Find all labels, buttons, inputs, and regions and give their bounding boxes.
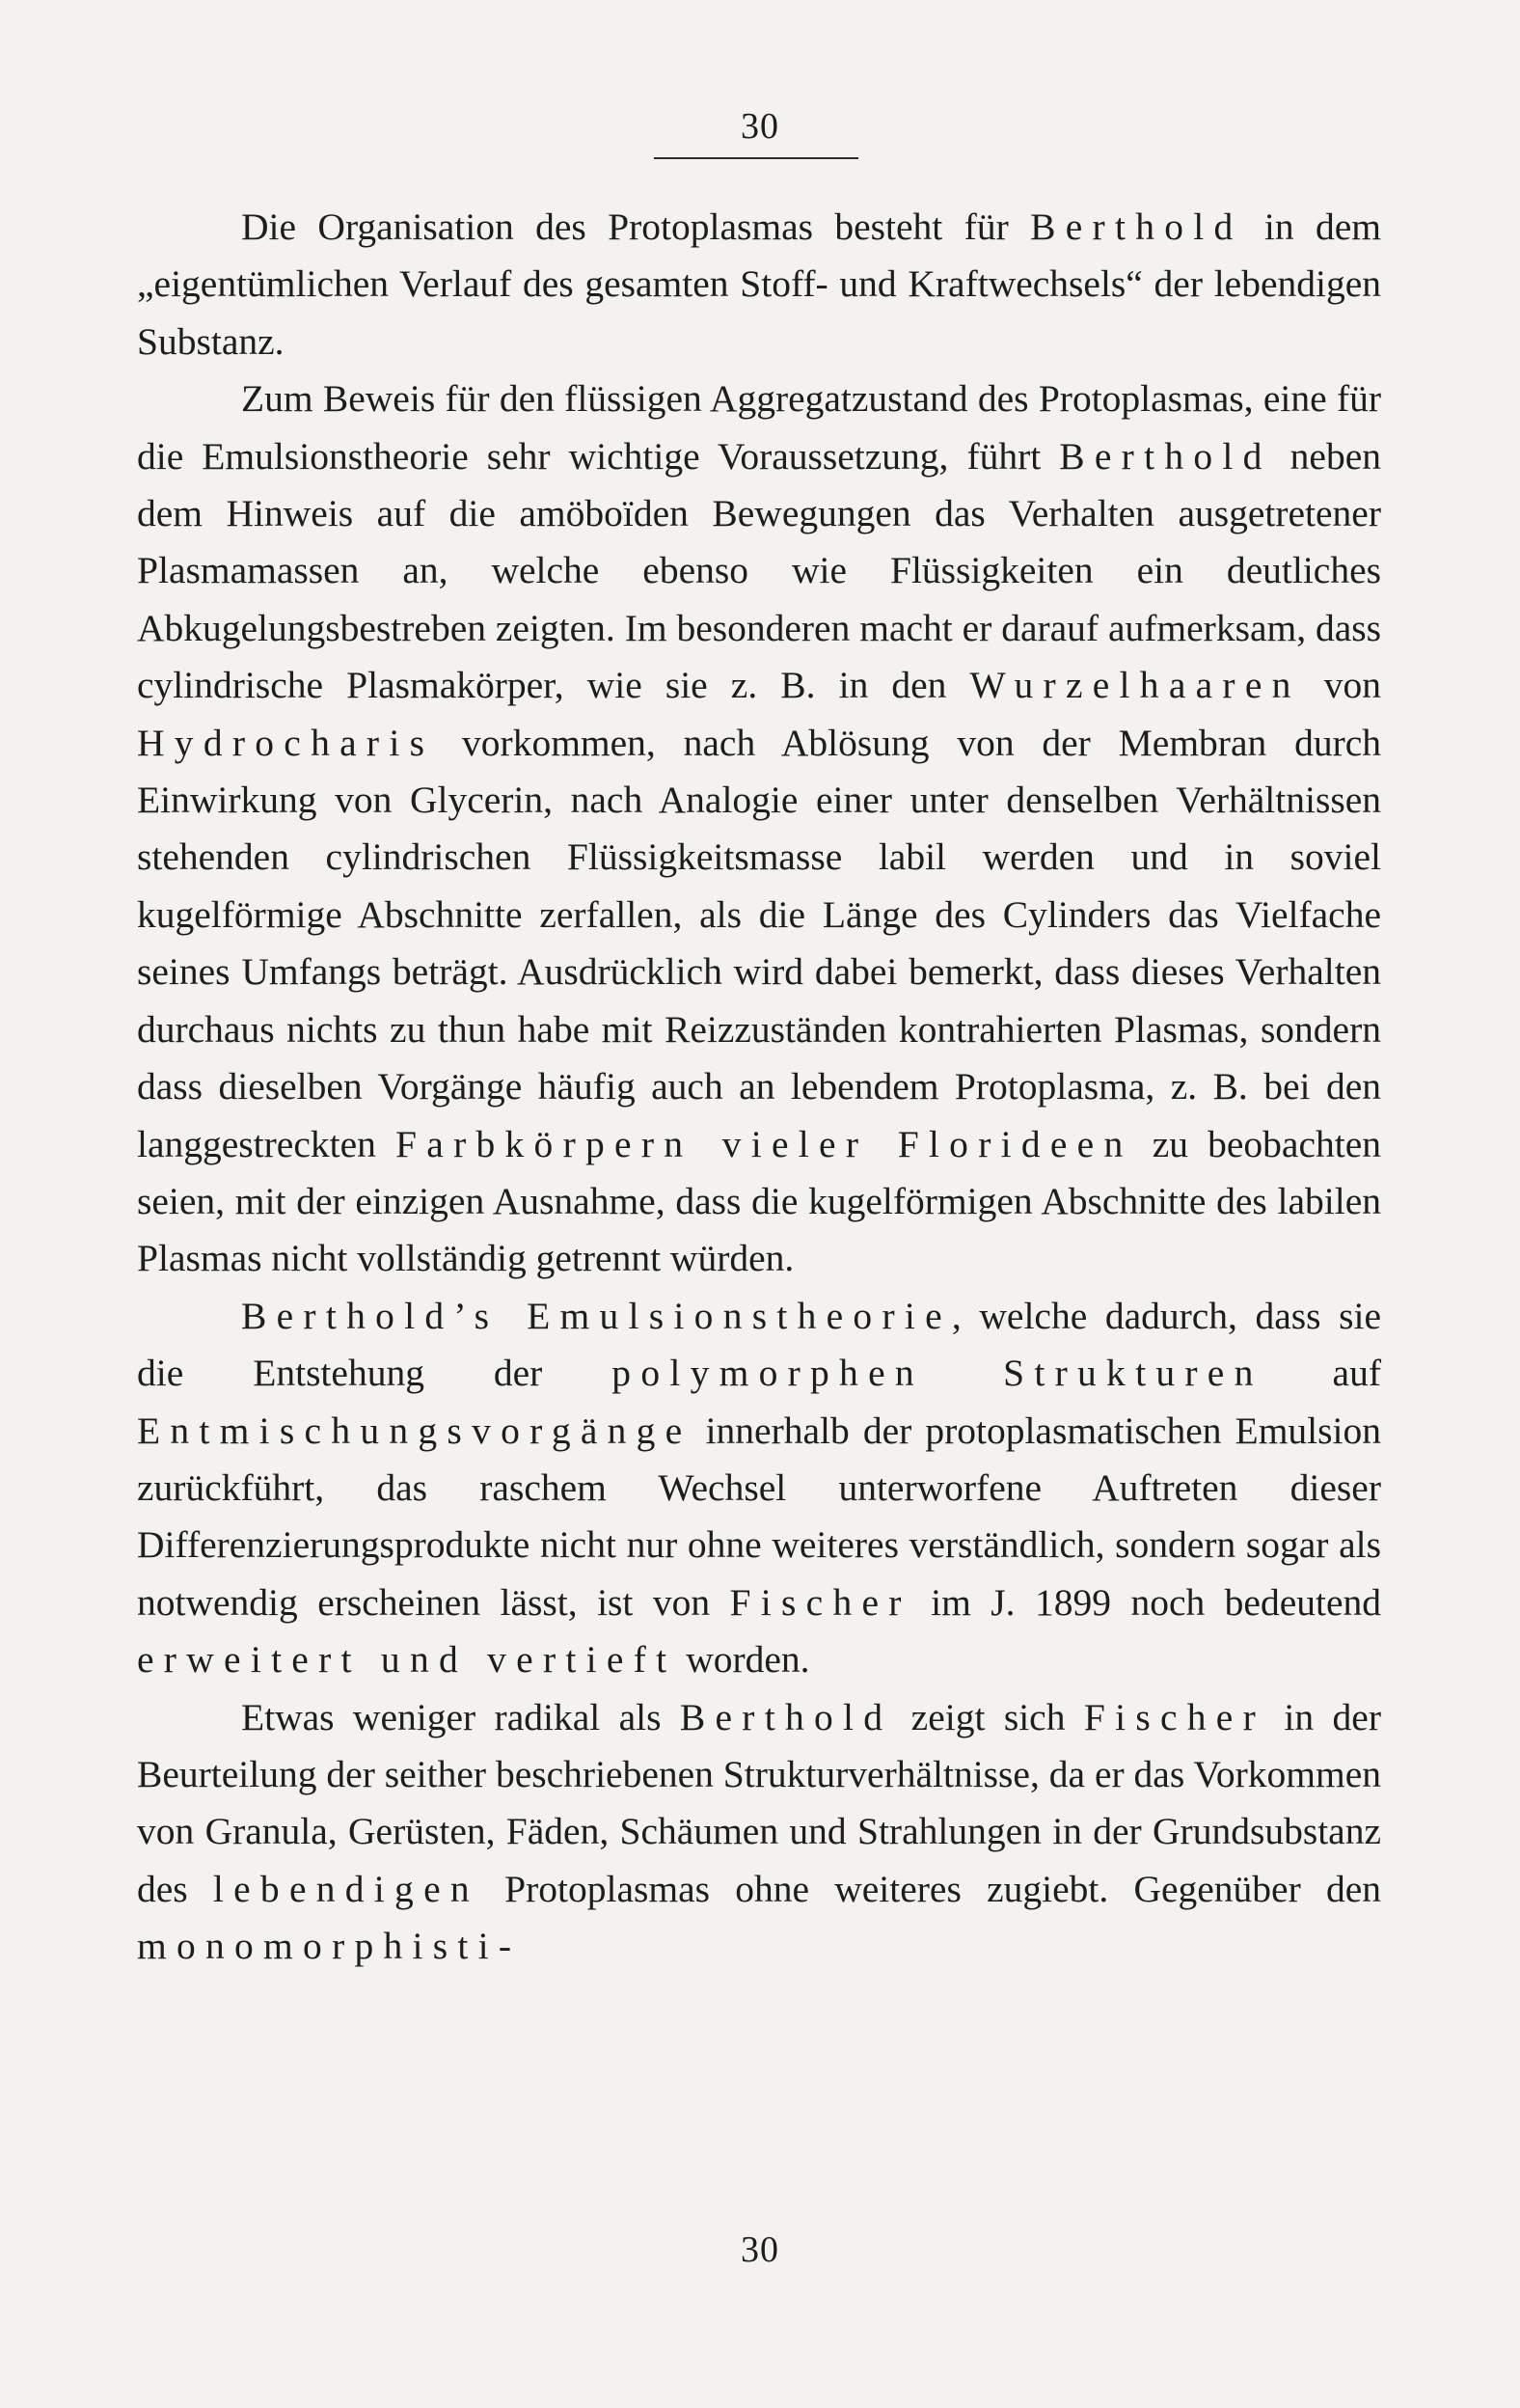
spaced-name: Fischer — [1083, 1695, 1266, 1738]
text-segment: Zum Beweis für den flüssigen Aggregatzustand des Protoplasmas, eine für die Emulsionstheorie sehr wichtige Voraussetzung, führt — [137, 377, 1381, 478]
text-segment: vorkommen, nach Ablösung von der Membran durch Einwirkung von Glycerin, nach Analogie einer unter denselben Verhältnissen stehenden cylindrischen Flüssigkeitsmasse labil werden und in soviel kugelförmige Abschnitte zerfallen, als die Länge des Cylinders das Vielfache seines Umfangs beträgt. Ausdrücklich wird dabei bemerkt, dass dieses Verhalten durchaus nichts zu thun habe mit Reizzuständen kontrahierten Plasmas, sondern dass dieselben Vorgänge häufig auch an lebendem Protoplasma, z. B. bei den langgestreckten — [137, 721, 1381, 1165]
spaced-term: Berthold’s Emulsionstheorie — [241, 1294, 952, 1337]
spaced-name: Berthold — [1030, 205, 1243, 248]
paragraph — [137, 199, 1381, 370]
text-segment: zeigt sich — [892, 1695, 1084, 1738]
text-segment: auf — [1262, 1352, 1381, 1395]
paragraph — [137, 1689, 1381, 1976]
text-segment: Etwas weniger radikal als — [241, 1695, 680, 1738]
page-number-bottom: 30 — [741, 2230, 779, 2270]
text-segment: Protoplasmas ohne weiteres zugiebt. Gegenüber den — [478, 1867, 1381, 1910]
text-segment: in dem „eigentümlichen Verlauf des gesamten Stoff- und Kraftwechsels“ der lebendigen Substanz. — [137, 205, 1381, 363]
text-segment: von — [1300, 664, 1382, 707]
page-number-top: 30 — [741, 106, 779, 147]
body-text — [137, 199, 1381, 1976]
spaced-term: Hydrocharis — [137, 721, 435, 764]
paragraph — [137, 370, 1381, 1288]
text-segment: worden. — [676, 1638, 810, 1682]
text-segment: im J. 1899 noch bedeutend — [910, 1580, 1381, 1624]
text-segment: , welche dadurch, dass sie die Entstehung der — [137, 1294, 1382, 1395]
text-segment: neben dem Hinweis auf die amöboïden Bewegungen das Verhalten ausgetretener Plasmamassen an, welche ebenso wie Flüssigkeiten ein deutliches Abkugelungsbestreben zeigten. Im besonderen macht er darauf aufmerksam, dass cylindrische Plasmakörper, wie sie z. B. in den — [137, 434, 1381, 707]
text-segment: Die Organisation des Protoplasmas besteht für — [241, 205, 1031, 248]
text-segment: innerhalb der protoplasmatischen Emulsion zurückführt, das raschem Wechsel unterworfene Auftreten dieser Differenzierungsprodukte nicht nur ohne weiteres verständlich, sondern sogar als notwendig erscheinen lässt, ist von — [137, 1409, 1381, 1624]
spaced-term: polymorphen Strukturen — [611, 1352, 1263, 1395]
paragraph — [137, 1288, 1381, 1689]
spaced-term: Farbkörpern vieler Florideen — [395, 1122, 1133, 1165]
spaced-name: Fischer — [729, 1580, 911, 1624]
header-rule — [654, 157, 858, 159]
spaced-term: lebendigen — [212, 1867, 479, 1910]
text-segment: in der Beurteilung der seither beschriebenen Strukturverhältnisse, da er das Vorkommen von Granula, Gerüsten, Fäden, Schäumen und Strahlungen in der Grundsubstanz des — [137, 1695, 1381, 1910]
spaced-name: Berthold — [1059, 434, 1272, 478]
spaced-term: erweitert und vertieft — [137, 1638, 677, 1682]
text-segment: zu beobachten seien, mit der einzigen Ausnahme, dass die kugelförmigen Abschnitte des labilen Plasmas nicht vollständig getrennt würden. — [137, 1122, 1382, 1280]
spaced-name: Berthold — [679, 1695, 893, 1738]
spaced-term: Entmischungsvorgänge — [137, 1409, 692, 1452]
spaced-term: Wurzelhaaren — [969, 664, 1301, 707]
spaced-term: monomorphisti- — [137, 1925, 522, 1968]
